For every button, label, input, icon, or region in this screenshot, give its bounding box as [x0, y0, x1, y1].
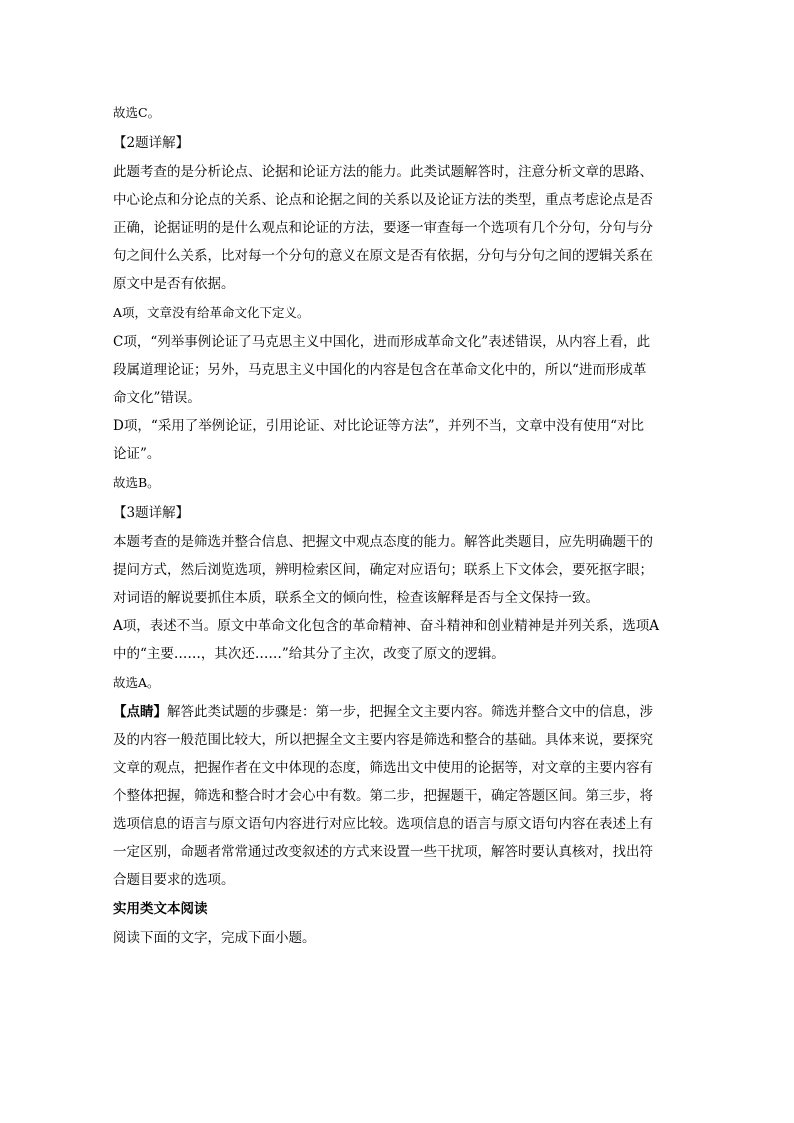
paragraph-line: 本题考查的是筛选并整合信息、把握文中观点态度的能力。解答此类题目，应先明确题干的: [113, 534, 653, 550]
paragraph-line: 一定区别，命题者常常通过改变叙述的方式来设置一些干扰项，解答时要认真核对，找出符: [113, 844, 653, 860]
paragraph-line: 个整体把握，筛选和整合时才会心中有数。第二步，把握题干，确定答题区间。第三步，将: [113, 788, 653, 804]
option-line: D项，“采用了举例论证，引用论证、对比论证等方法”，并列不当，文章中没有使用“对比: [113, 418, 645, 434]
paragraph-line: 选项信息的语言与原文语句内容进行对应比较。选项信息的语言与原文语句内容在表述上有: [113, 816, 653, 832]
paragraph-line: 句之间什么关系，比对每一个分句的意义在原文是否有依据，分句与分句之间的逻辑关系在: [113, 248, 653, 264]
paragraph-line: 命文化”错误。: [113, 390, 201, 406]
option-line: A项，文章没有给革命文化下定义。: [113, 305, 310, 320]
paragraph-line: 正确，论据证明的是什么观点和论证的方法，要逐一审查每一个选项有几个分句，分句与分: [113, 220, 653, 236]
paragraph-line: 及的内容一般范围比较大，所以把握全文主要内容是筛选和整合的基础。具体来说，要探究: [113, 732, 653, 748]
paragraph-line: 中的“主要……，其次还……”给其分了主次，改变了原文的逻辑。: [113, 646, 505, 662]
paragraph-line: 对词语的解说要抓住本质，联系全文的倾向性，检查该解释是否与全文保持一致。: [113, 590, 599, 606]
paragraph-line: 段属道理论证；另外，马克思主义中国化的内容是包含在革命文化中的，所以“进而形成革: [113, 362, 647, 378]
note-text: 解答此类试题的步骤是：第一步，把握全文主要内容。筛选并整合文中的信息，涉: [167, 704, 653, 720]
section-heading: 【2题详解】: [113, 135, 190, 151]
paragraph-line: 文章的观点，把握作者在文中体现的态度，筛选出文中使用的论据等，对文章的主要内容有: [113, 760, 653, 776]
paragraph-line: 中心论点和分论点的关系、论点和论据之间的关系以及论证方法的类型，重点考虑论点是否: [113, 192, 653, 208]
note-line: [113, 698, 683, 726]
paragraph-line: 论证”。: [113, 446, 161, 462]
answer-line: 故选A。: [113, 675, 160, 690]
option-line: C项，“列举事例论证了马克思主义中国化，进而形成革命文化”表述错误，从内容上看，此: [113, 334, 651, 350]
section-title: 实用类文本阅读: [113, 901, 208, 917]
paragraph-line: 原文中是否有依据。: [113, 276, 235, 292]
document-body: [113, 98, 683, 952]
answer-line: 故选B。: [113, 475, 160, 490]
paragraph-line: 提问方式，然后浏览选项，辨明检索区间，确定对应语句；联系上下文体会，要死抠字眼；: [113, 562, 653, 578]
paragraph-line: 此题考查的是分析论点、论据和论证方法的能力。此类试题解答时，注意分析文章的思路、: [113, 164, 653, 180]
instruction-line: 阅读下面的文字，完成下面小题。: [113, 930, 316, 946]
paragraph-line: 合题目要求的选项。: [113, 872, 235, 888]
answer-line: 故选C。: [113, 105, 161, 120]
note-heading: 【点睛】: [113, 704, 167, 720]
section-heading: 【3题详解】: [113, 505, 190, 521]
option-line: A项，表述不当。原文中革命文化包含的革命精神、奋斗精神和创业精神是并列关系，选项A: [113, 618, 659, 634]
